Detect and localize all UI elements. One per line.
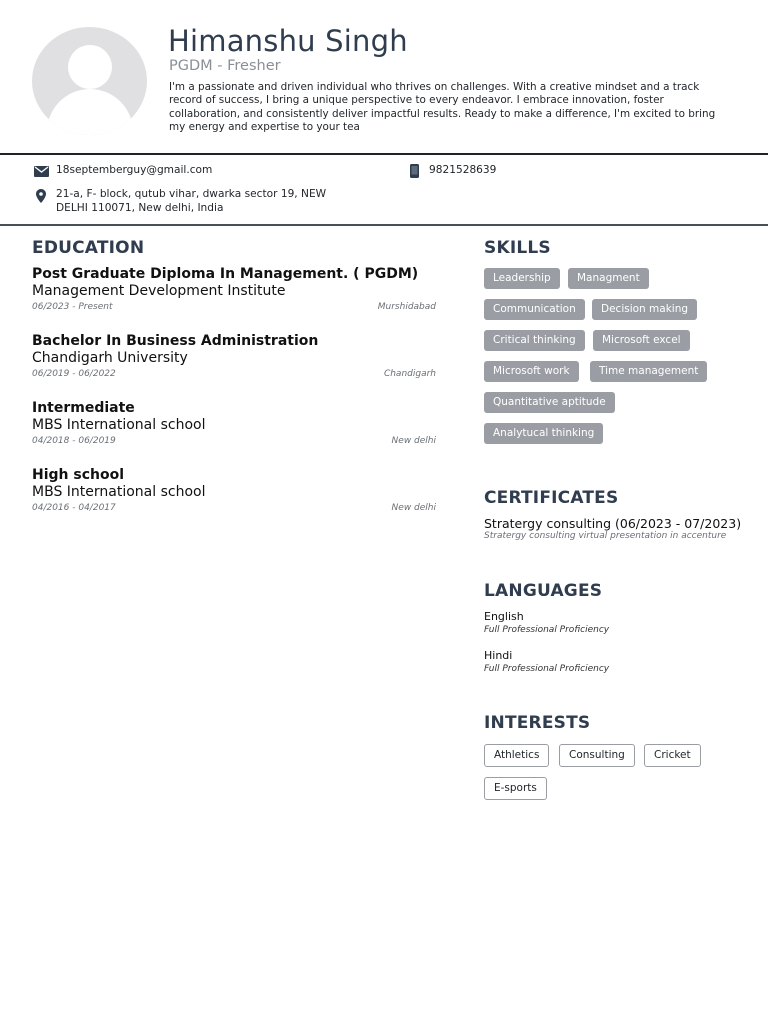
education-item xyxy=(32,266,436,316)
phone-text: 9821528639 xyxy=(429,164,497,176)
skill-tag: Leadership xyxy=(484,268,560,289)
education-heading: EDUCATION xyxy=(32,238,145,258)
skill-tag: Managment xyxy=(568,268,649,289)
language-level: Full Professional Proficiency xyxy=(484,664,610,674)
address-line-2: DELHI 110071, New delhi, India xyxy=(56,202,224,214)
certificates-heading: CERTIFICATES xyxy=(484,488,619,508)
education-item xyxy=(32,333,436,383)
location-pin-icon xyxy=(36,189,46,208)
address-line-1: 21-a, F- block, qutub vihar, dwarka sector 19, NEW xyxy=(56,188,327,200)
skills-heading: SKILLS xyxy=(484,238,551,258)
education-dates: 04/2018 - 06/2019 xyxy=(32,436,116,446)
mobile-phone-icon xyxy=(410,164,419,183)
profile-summary: I'm a passionate and driven individual who thrives on challenges. With a creative mindset and a track record of success, I bring a unique perspective to every endeavor. I embrace innovation, foster collaboration, and consistently deliver impactful results. Ready to make a difference, I'm excited to bring my energy and expertise to your tea xyxy=(169,81,716,134)
header-divider xyxy=(0,153,768,155)
degree-title: High school xyxy=(32,467,125,483)
institution-name: MBS International school xyxy=(32,417,206,433)
interest-chip: E-sports xyxy=(484,777,547,800)
language-level: Full Professional Proficiency xyxy=(484,625,610,635)
language-name: English xyxy=(484,610,524,623)
certificate-description: Stratergy consulting virtual presentation in accenture xyxy=(484,531,727,541)
degree-title: Bachelor In Business Administration xyxy=(32,333,319,349)
degree-title: Post Graduate Diploma In Management. ( PGDM) xyxy=(32,266,419,282)
education-location: Chandigarh xyxy=(383,369,436,379)
interest-chip: Consulting xyxy=(559,744,635,767)
skill-tag: Decision making xyxy=(592,299,697,320)
interests-heading: INTERESTS xyxy=(484,713,591,733)
certificate-name: Stratergy consulting (06/2023 - 07/2023) xyxy=(484,516,742,531)
institution-name: Management Development Institute xyxy=(32,283,286,299)
languages-heading: LANGUAGES xyxy=(484,581,603,601)
education-dates: 06/2019 - 06/2022 xyxy=(32,369,116,379)
institution-name: MBS International school xyxy=(32,484,206,500)
avatar xyxy=(32,27,147,135)
institution-name: Chandigarh University xyxy=(32,350,188,366)
degree-title: Intermediate xyxy=(32,400,135,416)
education-dates: 06/2023 - Present xyxy=(32,302,113,312)
skill-tag: Critical thinking xyxy=(484,330,585,351)
education-location: New delhi xyxy=(391,503,436,513)
interest-chip: Cricket xyxy=(644,744,701,767)
email-text: 18septemberguy@gmail.com xyxy=(56,164,213,176)
skill-tag: Quantitative aptitude xyxy=(484,392,615,413)
candidate-name: Himanshu Singh xyxy=(168,24,408,58)
education-location: Murshidabad xyxy=(377,302,436,312)
avatar-head xyxy=(68,45,112,89)
skill-tag: Microsoft work xyxy=(484,361,579,382)
education-item xyxy=(32,467,436,517)
avatar-body xyxy=(47,89,133,135)
interest-chip: Athletics xyxy=(484,744,549,767)
skill-tag: Communication xyxy=(484,299,585,320)
education-item xyxy=(32,400,436,450)
contact-divider xyxy=(0,224,768,226)
envelope-icon xyxy=(34,166,49,182)
skill-tag: Time management xyxy=(590,361,707,382)
skill-tag: Microsoft excel xyxy=(593,330,690,351)
candidate-role: PGDM - Fresher xyxy=(169,58,281,74)
education-dates: 04/2016 - 04/2017 xyxy=(32,503,116,513)
resume-header xyxy=(0,0,768,154)
language-name: Hindi xyxy=(484,649,513,662)
skill-tag: Analytucal thinking xyxy=(484,423,603,444)
education-location: New delhi xyxy=(391,436,436,446)
